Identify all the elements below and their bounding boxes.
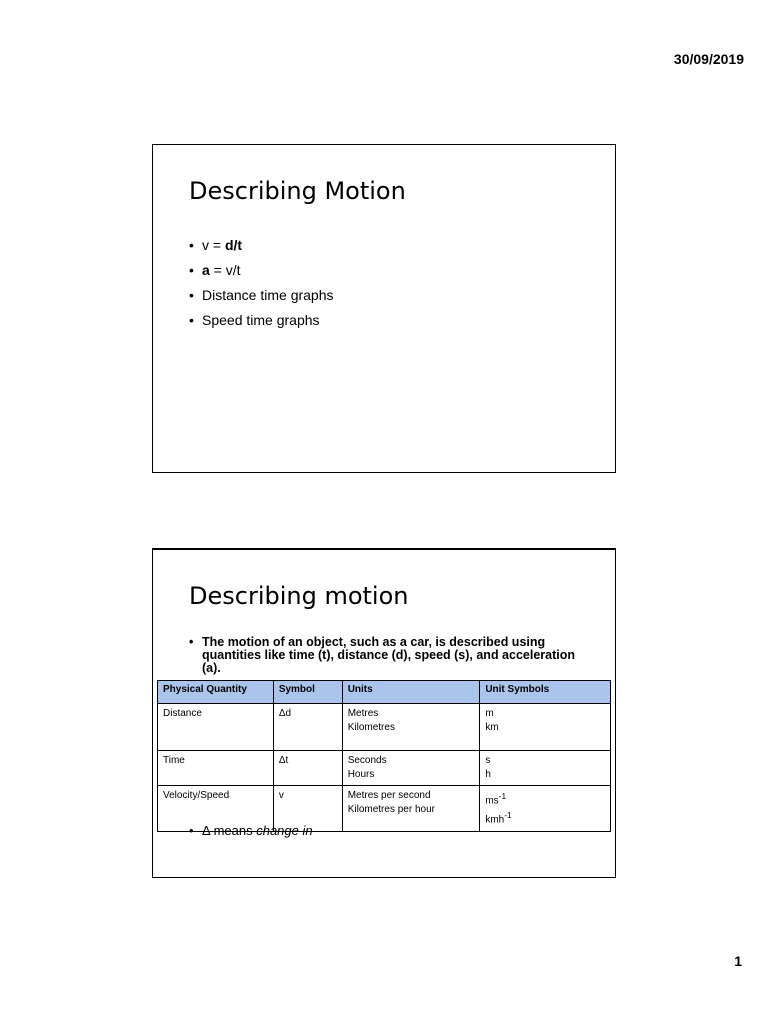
cell-unit-symbols	[480, 704, 611, 751]
header-units: Units	[342, 681, 480, 704]
slide-describing-motion	[152, 144, 616, 473]
table-row	[158, 704, 611, 751]
unit-symbol-line: m	[485, 708, 494, 719]
unit-symbol-exponent: -1	[504, 810, 512, 821]
bullet-formula: d/t	[224, 237, 243, 253]
bullet-item-speed-graphs	[189, 308, 334, 333]
unit-line: Hours	[347, 769, 375, 780]
page-number: 1	[734, 953, 742, 969]
bullet-text: Speed time graphs	[202, 312, 320, 328]
cell-unit-symbols	[480, 786, 611, 832]
header-physical-quantity: Physical Quantity	[158, 681, 274, 704]
cell-symbol: Δt	[273, 751, 342, 786]
unit-symbol-line	[485, 808, 605, 827]
unit-symbol-line: s	[485, 755, 491, 766]
header-symbol: Symbol	[273, 681, 342, 704]
unit-line: Metres per second	[347, 790, 431, 801]
cell-quantity: Velocity/Speed	[158, 786, 274, 832]
cell-units	[342, 704, 480, 751]
footnote-emphasis: change in	[256, 823, 313, 838]
bullet-item-acceleration	[189, 258, 334, 283]
unit-symbol-exponent: -1	[498, 791, 507, 801]
slide-describing-motion-table	[152, 548, 616, 878]
unit-line: Metres	[347, 708, 379, 719]
bullet-formula: = v/t	[209, 262, 241, 278]
table-header-row	[158, 681, 611, 704]
cell-units	[342, 786, 480, 832]
bullet-symbol: a	[202, 262, 210, 278]
header-unit-symbols: Unit Symbols	[480, 681, 611, 704]
footnote-bullet	[189, 822, 313, 840]
slide-title: Describing Motion	[189, 177, 406, 205]
footnote-text: Δ means	[202, 823, 257, 838]
cell-quantity: Time	[158, 751, 274, 786]
unit-symbol-line: km	[485, 722, 499, 733]
unit-symbol-base: ms	[485, 795, 499, 807]
intro-bullet: • The motion of an object, such as a car, is described using quantities like time (t), distance (d), speed (s), and acceleration (a).	[189, 636, 579, 675]
bullet-item-velocity	[189, 233, 334, 258]
footnote-list	[189, 822, 313, 840]
bullet-text: Distance time graphs	[202, 287, 334, 303]
unit-line: Kilometres per hour	[347, 804, 435, 815]
unit-symbol-line	[485, 789, 605, 808]
unit-symbol-base: kmh	[485, 814, 505, 826]
bullet-list	[189, 233, 334, 333]
cell-symbol: Δd	[273, 704, 342, 751]
unit-line: Seconds	[347, 755, 387, 766]
bullet-text: v =	[202, 237, 225, 253]
bullet-item-distance-graphs	[189, 283, 334, 308]
slide-title: Describing motion	[189, 582, 409, 610]
table-row	[158, 751, 611, 786]
cell-unit-symbols	[480, 751, 611, 786]
unit-symbol-line: h	[485, 769, 491, 780]
document-date: 30/09/2019	[673, 51, 744, 67]
cell-units	[342, 751, 480, 786]
quantities-table	[157, 680, 611, 832]
unit-line: Kilometres	[347, 722, 395, 733]
cell-symbol: v	[273, 786, 342, 832]
cell-quantity: Distance	[158, 704, 274, 751]
intro-bullet-list	[189, 636, 579, 675]
